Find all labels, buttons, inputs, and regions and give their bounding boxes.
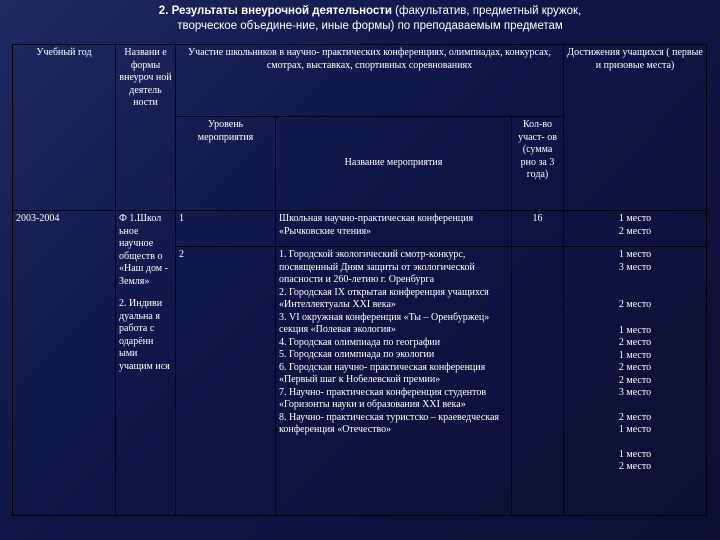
- header-year: Учебный год: [13, 45, 116, 211]
- results-table: [12, 44, 707, 516]
- title-line2: творческое объедине-ние, иные формы) по преподаваемым предметам: [177, 20, 563, 32]
- cell-form: [116, 211, 176, 516]
- header-form: Названи е формы внеуроч ной деятель ности: [116, 45, 176, 211]
- header-achievements: Достижения учащихся ( первые и призовые места): [564, 45, 707, 211]
- achievement-group-b: 2 место: [618, 299, 652, 310]
- title-bold: 2. Результаты внеурочной деятельности: [158, 5, 392, 17]
- achievement-group-a: 1 место 3 место: [618, 249, 652, 273]
- cell-level-2: 2: [176, 247, 276, 516]
- cell-year: 2003-2004: [13, 211, 116, 516]
- cell-level-1: 1: [176, 211, 276, 247]
- achievement-group-e: 1 место 2 место: [618, 448, 652, 472]
- cell-achievement-2: [564, 247, 707, 516]
- cell-count-1: 16: [512, 211, 564, 247]
- cell-event-1: Школьная научно-практическая конференция «Рычковские чтения»: [276, 211, 512, 247]
- achievement-group-c: 1 место 2 место 1 место 2 место 2 место 3 место: [618, 324, 652, 398]
- form-individual-work: 2. Индиви дуальна я работа с одарённ ыми учащим ися: [119, 298, 170, 372]
- header-level: Уровень мероприятия: [176, 117, 276, 211]
- header-count: Кол-во участ- ов (сумма рно за 3 года): [512, 117, 564, 211]
- page-title: [60, 4, 680, 34]
- cell-event-2: 1. Городской экологический смотр-конкурс, посвященный Дням защиты от экологической опасности и 260-летию г. Оренбурга 2. Городская IX открытая конференция учащихся «Интеллектуалы XXI века» 3. VI окружная конференция «Ты – Оренбуржец» секция «Полевая экология» 4. Городская олимпиада по географии 5. Городская олимпиада по экологии 6. Городская научно- практическая конференция «Первый шаг к Нобелевской премии» 7. Научно- практическая конференция студентов «Горизонты науки и образования XXI века» 8. Научно- практическая туристско – краеведческая конференция «Отечество»: [276, 247, 512, 516]
- title-rest: (факультатив, предметный кружок,: [391, 5, 582, 17]
- achievement-group-d: 2 место 1 место: [618, 411, 652, 435]
- header-event-name: Название мероприятия: [276, 117, 512, 211]
- header-participation: Участие школьников в научно- практических конференциях, олимпиадах, конкурсах, смотрах, выставках, спортивных соревнованиях: [176, 45, 564, 117]
- cell-count-2: [512, 247, 564, 516]
- cell-achievement-1: 1 место 2 место: [564, 211, 707, 247]
- form-school-society: Ф 1.Школ ьное научное обществ о «Наш дом - Земля»: [119, 213, 168, 287]
